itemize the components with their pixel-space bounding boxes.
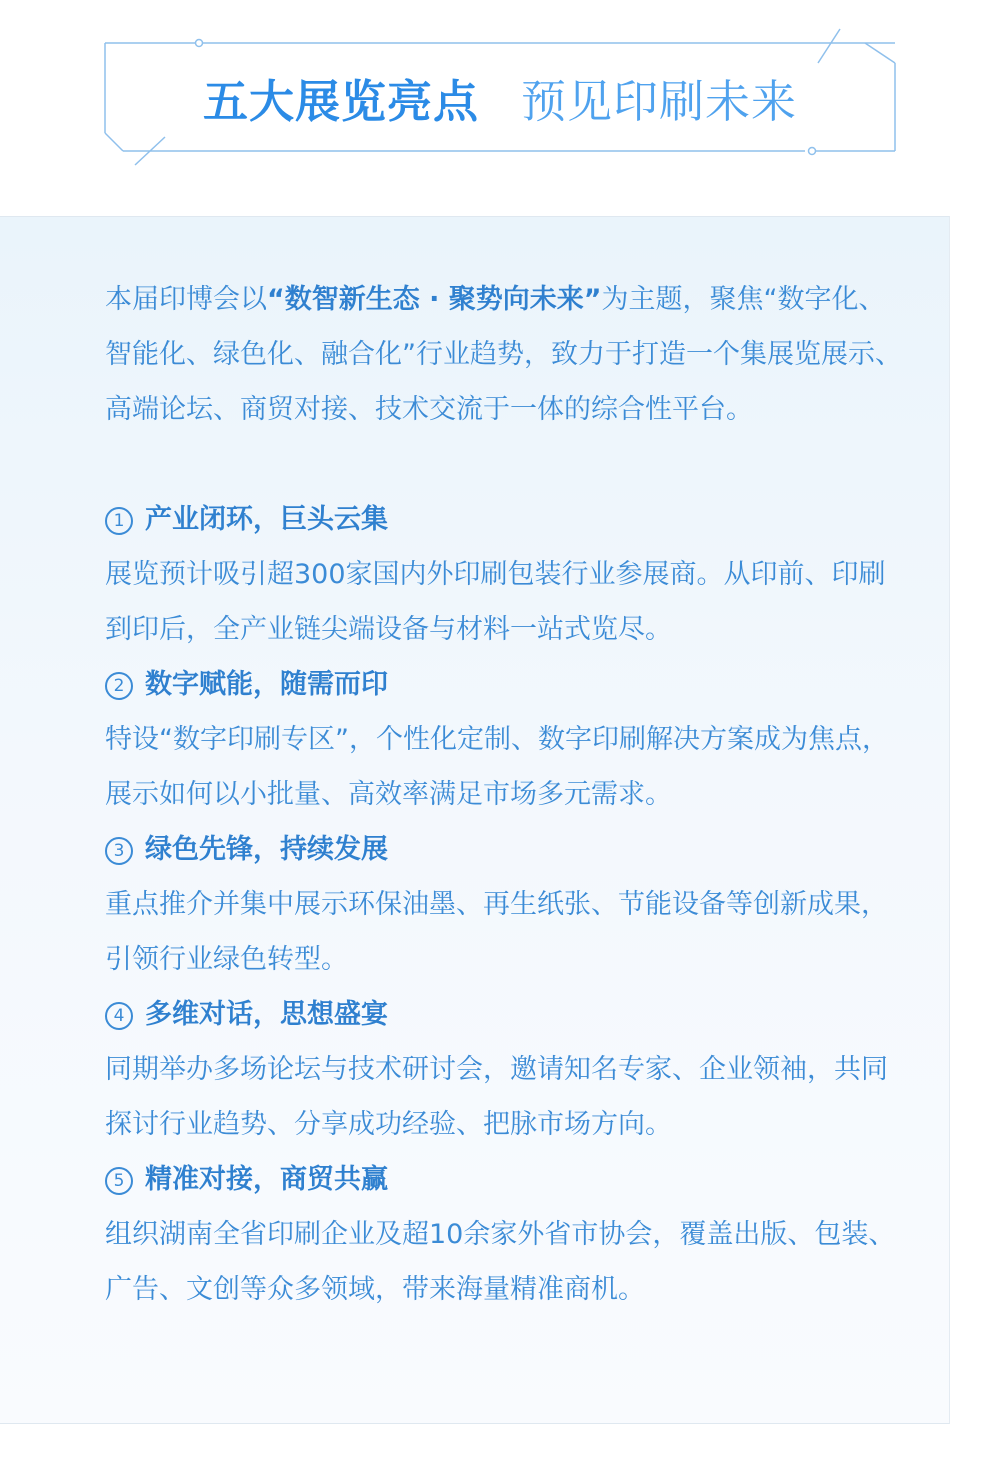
highlight-title [105,657,905,712]
highlight-body: 重点推介并集中展示环保油墨、再生纸张、节能设备等创新成果，引领行业绿色转型。 [105,889,888,975]
page-title [105,71,895,143]
number-badge-2: 2 [105,672,133,700]
highlight-item [105,822,905,987]
intro-paragraph [105,272,905,437]
number-badge-1: 1 [105,507,133,535]
highlight-title-text: 产业闭环，巨头云集 [145,504,388,535]
highlight-title-text: 绿色先锋，持续发展 [145,834,388,865]
highlight-item [105,657,905,822]
highlight-body: 特设“数字印刷专区”，个性化定制、数字印刷解决方案成为焦点，展示如何以小批量、高效率满足市场多元需求。 [105,724,889,810]
number-badge-5: 5 [105,1167,133,1195]
content-body [105,272,905,1317]
number-badge-4: 4 [105,1002,133,1030]
highlight-title-text: 精准对接，商贸共赢 [145,1164,388,1195]
highlight-title [105,492,905,547]
highlight-item [105,1152,905,1317]
highlight-title [105,987,905,1042]
highlight-title-text: 数字赋能，随需而印 [145,669,388,700]
highlight-title-text: 多维对话，思想盛宴 [145,999,388,1030]
intro-after: 为主题，聚焦“数字化、智能化、绿色化、融合化”行业趋势，致力于打造一个集展览展示、高端论坛、商贸对接、技术交流于一体的综合性平台。 [105,284,902,425]
highlight-item [105,492,905,657]
highlight-body: 同期举办多场论坛与技术研讨会，邀请知名专家、企业领袖，共同探讨行业趋势、分享成功经验、把脉市场方向。 [105,1054,888,1140]
highlight-title [105,1152,905,1207]
intro-before: 本届印博会以 [105,284,267,315]
number-badge-3: 3 [105,837,133,865]
title-light: 预见印刷未来 [521,75,798,128]
highlight-item [105,987,905,1152]
title-strong: 五大展览亮点 [202,75,479,128]
intro-theme-highlight: “数智新生态 · 聚势向未来” [267,284,602,315]
header-banner [105,43,895,153]
highlight-title [105,822,905,877]
content-card [0,216,950,1424]
highlight-body: 组织湖南全省印刷企业及超10余家外省市协会，覆盖出版、包装、广告、文创等众多领域，带来海量精准商机。 [105,1219,896,1305]
highlight-body: 展览预计吸引超300家国内外印刷包装行业参展商。从印前、印刷到印后，全产业链尖端设备与材料一站式览尽。 [105,559,886,645]
